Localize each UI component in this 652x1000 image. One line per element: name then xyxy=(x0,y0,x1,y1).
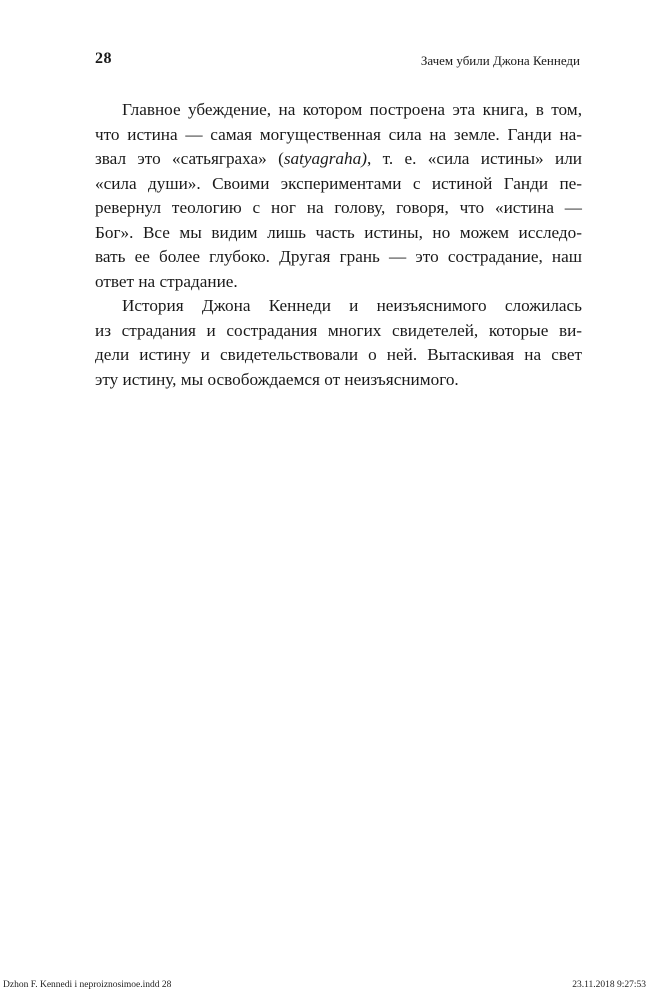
text-line: эту истину, мы освобождаемся от неизъяснимого. xyxy=(95,369,459,389)
body-text xyxy=(95,98,582,392)
text-line: «сила души». Своими экспериментами с истиной Ганди пе- xyxy=(95,173,582,193)
text-line: ревернул теологию с ног на голову, говоря, что «истина — xyxy=(95,198,582,217)
running-head-title: Зачем убили Джона Кеннеди xyxy=(420,53,580,68)
text-segment: , т. е. «сила истины» или xyxy=(366,149,582,168)
page-number: 28 xyxy=(95,50,112,67)
text-line: ответ на страдание. xyxy=(95,271,238,291)
text-line: дели истину и свидетельствовали о ней. Вытаскивая на свет xyxy=(95,345,582,364)
paragraph xyxy=(95,294,582,392)
text-line: вать ее более глубоко. Другая грань — это сострадание, наш xyxy=(95,247,582,266)
text-line: что истина — самая могущественная сила на земле. Ганди на- xyxy=(95,124,582,144)
italic-term: satyagraha) xyxy=(283,149,367,168)
text-line: История Джона Кеннеди и неизъяснимого сложилась xyxy=(122,296,582,315)
footer-file-info: Dzhon F. Kennedi i neproiznosimoe.indd 28 xyxy=(3,980,172,990)
text-line: из страдания и сострадания многих свидетелей, которые ви- xyxy=(95,320,582,340)
text-line: Главное убеждение, на котором построена эта книга, в том, xyxy=(122,100,582,119)
text-line xyxy=(95,147,582,172)
text-segment: звал это «сатьяграха» ( xyxy=(95,149,284,168)
footer-timestamp: 23.11.2018 9:27:53 xyxy=(572,980,646,990)
paragraph xyxy=(95,98,582,294)
text-line: Бог». Все мы видим лишь часть истины, но можем исследо- xyxy=(95,222,582,242)
